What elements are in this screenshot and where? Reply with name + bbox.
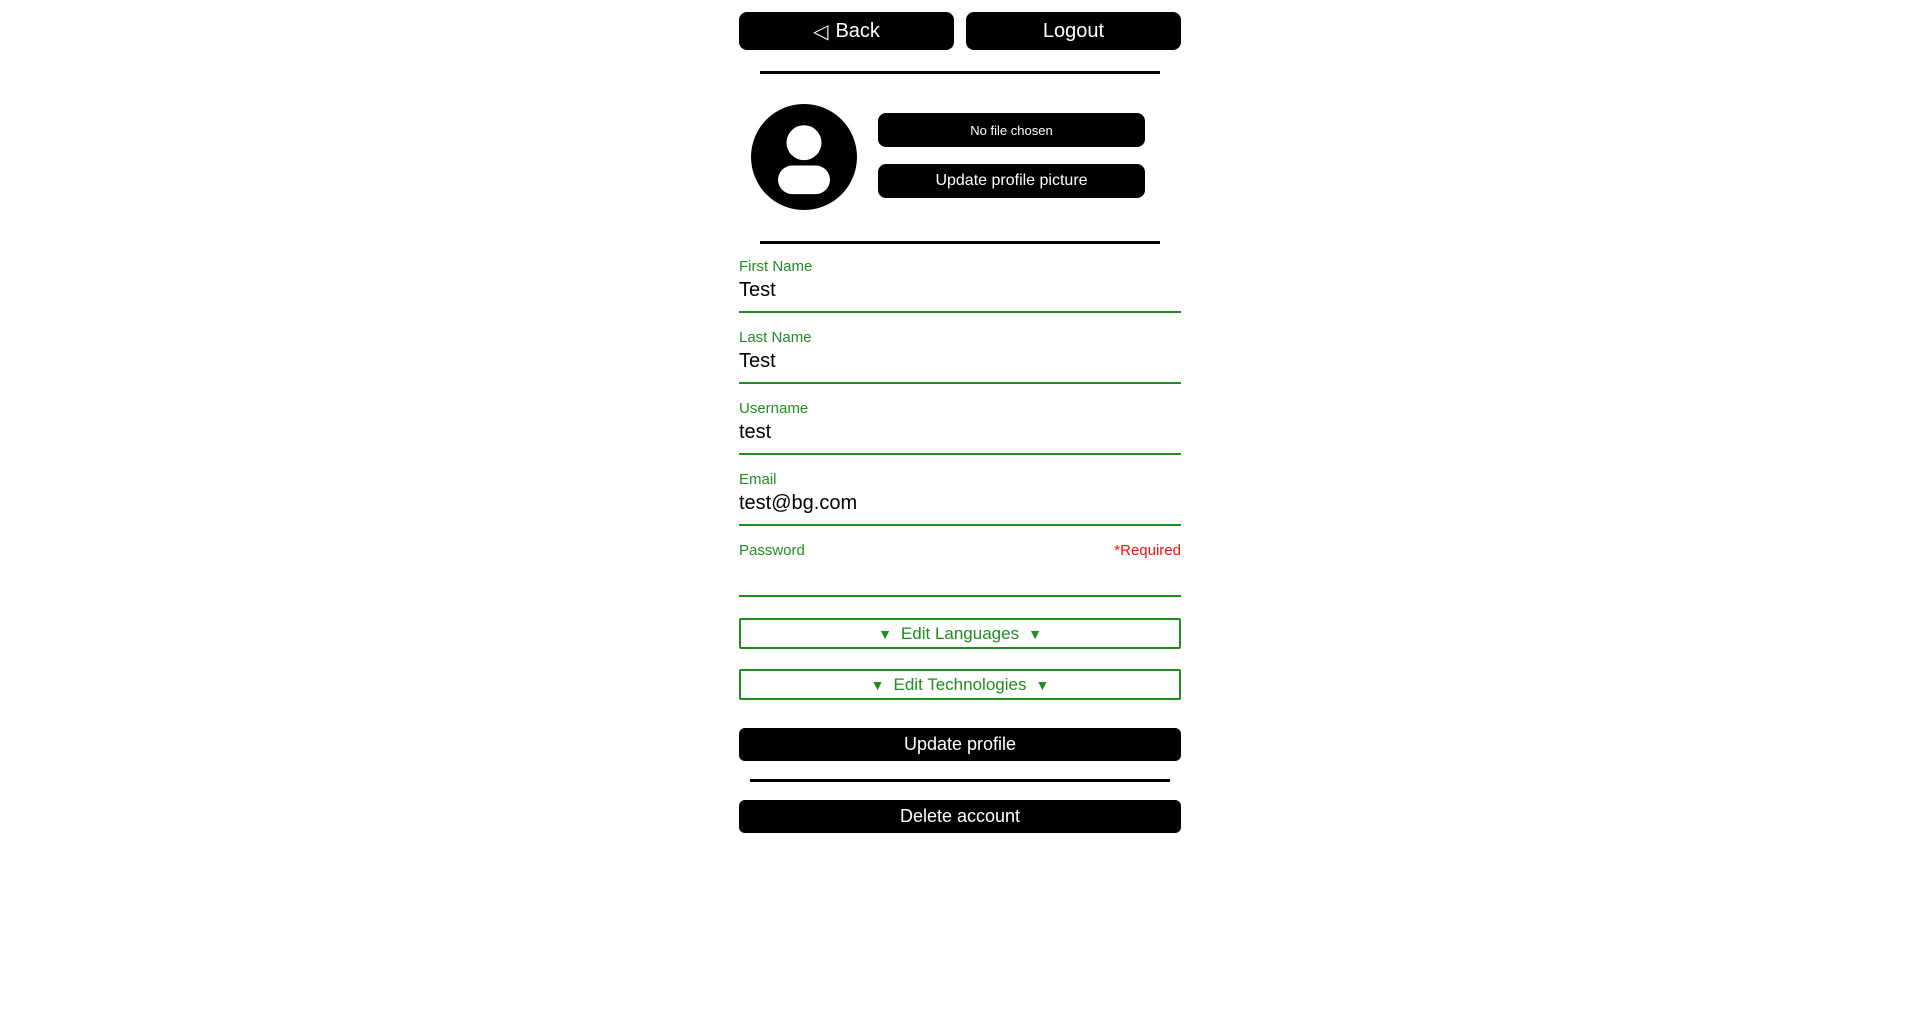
required-note: *Required [1114,542,1181,559]
password-label: Password [739,542,805,559]
last-name-label: Last Name [739,329,812,346]
section-divider [760,241,1160,244]
chevron-down-icon: ▼ [870,676,885,693]
last-name-field-group [739,329,1181,384]
edit-languages-button[interactable] [739,618,1181,649]
last-name-input[interactable] [739,347,1181,384]
username-field-group [739,400,1181,455]
password-label-row [739,542,1181,560]
email-label: Email [739,471,777,488]
file-input[interactable] [878,113,1145,147]
file-input-status: No file chosen [970,122,1053,138]
update-profile-button[interactable] [739,728,1181,761]
chevron-down-icon: ▼ [1028,625,1042,642]
back-arrow-icon: ◁ [813,20,829,43]
profile-picture-controls [878,104,1145,210]
delete-account-label: Delete account [899,806,1021,826]
edit-languages-label: Edit Languages [900,623,1020,643]
update-profile-picture-label: Update profile picture [935,172,1088,189]
back-button[interactable] [739,12,954,50]
logout-button[interactable] [966,12,1181,50]
top-button-row [739,12,1181,50]
password-field-group [739,542,1181,597]
first-name-input[interactable] [739,276,1181,313]
section-divider [750,779,1170,782]
email-field-group [739,471,1181,526]
back-button-label: Back [835,19,880,42]
password-input[interactable] [739,560,1181,597]
username-label: Username [739,400,809,417]
chevron-down-icon: ▼ [1035,676,1050,693]
profile-page [739,0,1181,833]
email-input[interactable] [739,489,1181,526]
update-profile-picture-button[interactable] [878,164,1145,198]
profile-picture-section [739,104,1181,210]
first-name-field-group [739,258,1181,313]
first-name-label: First Name [739,258,813,275]
edit-technologies-button[interactable] [739,669,1181,700]
logout-button-label: Logout [1042,19,1105,42]
person-icon [751,104,857,210]
delete-account-button[interactable] [739,800,1181,833]
chevron-down-icon: ▼ [878,625,892,642]
username-input[interactable] [739,418,1181,455]
section-divider [760,71,1160,74]
edit-technologies-label: Edit Technologies [893,674,1027,694]
update-profile-label: Update profile [903,734,1017,754]
profile-form [739,258,1181,761]
